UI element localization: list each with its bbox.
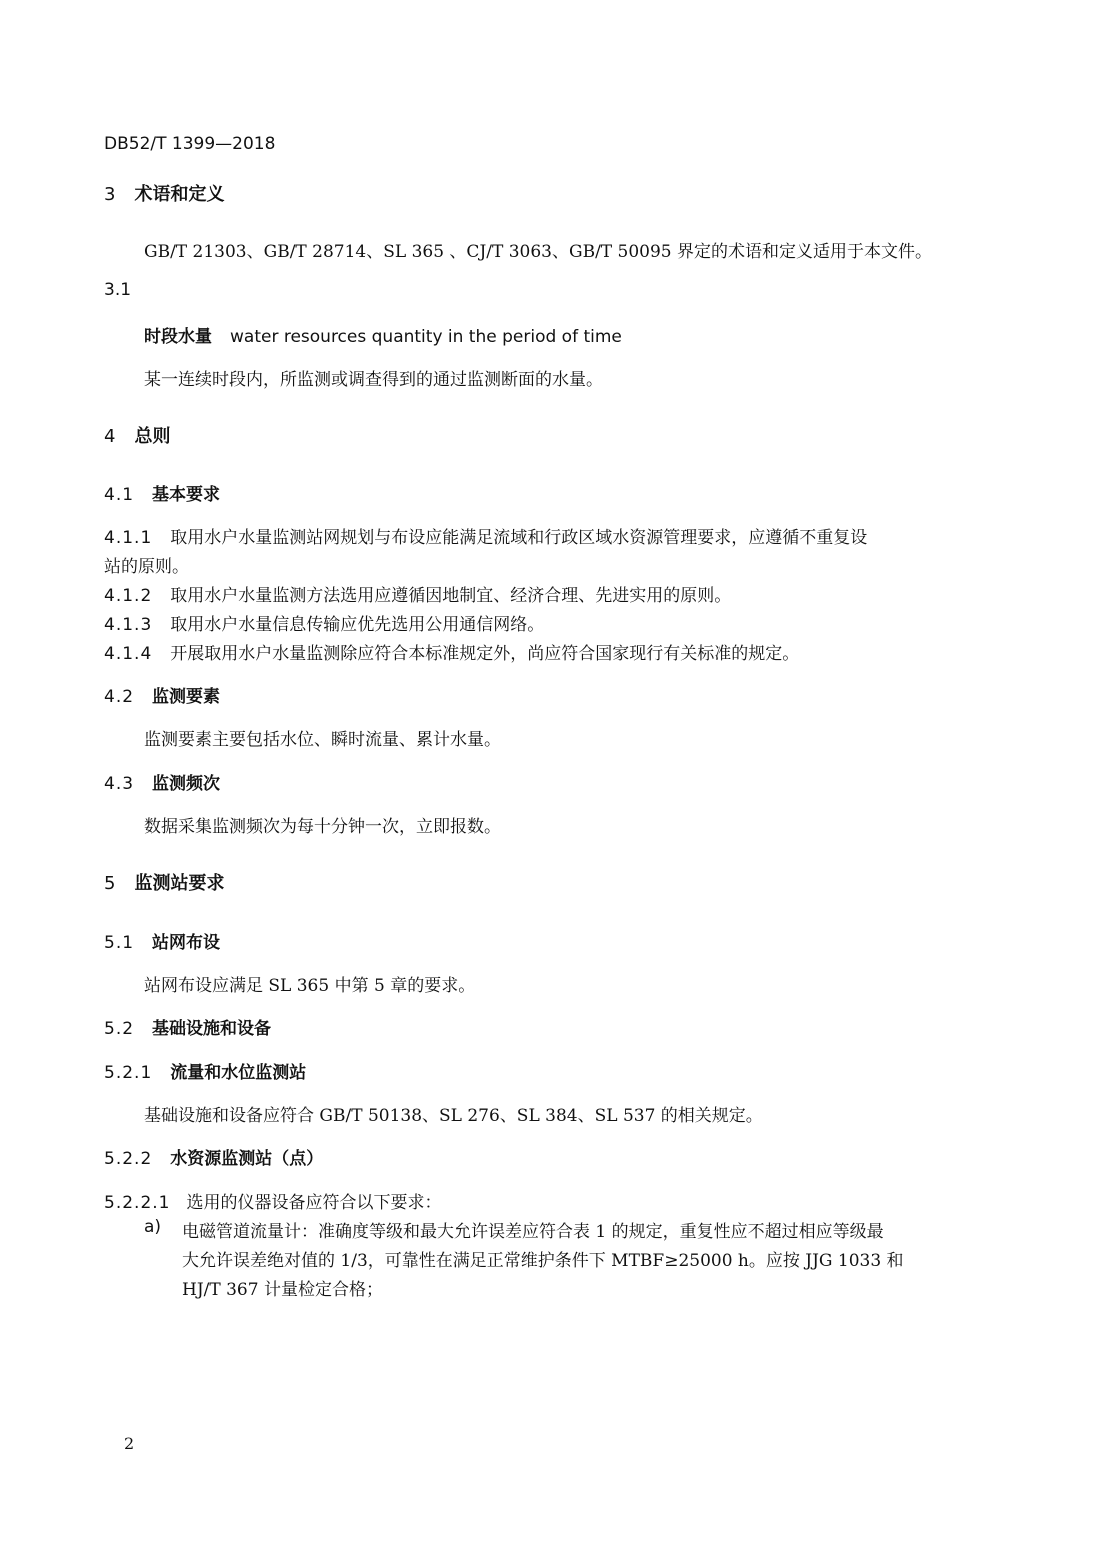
section-5-1-text: 站网布设应满足 SL 365 中第 5 章的要求。	[144, 976, 476, 996]
document-code: DB52/T 1399—2018	[104, 134, 276, 154]
section-number: 5.1	[104, 933, 135, 953]
section-4-1-heading	[104, 480, 220, 505]
section-title: 术语和定义	[134, 184, 225, 205]
list-item-line-2: 大允许误差绝对值的 1/3，可靠性在满足正常维护条件下 MTBF≥25000 h。应按 JJG 1033 和	[182, 1251, 904, 1271]
section-4-3-heading	[104, 769, 220, 794]
section-number: 4.3	[104, 774, 135, 794]
term-title	[144, 322, 622, 347]
section-title: 监测频次	[152, 774, 221, 794]
term-number: 3.1	[104, 280, 132, 300]
clause-number: 5.2.2.1	[104, 1193, 171, 1213]
clause-text: 开展取用水户水量监测除应符合本标准规定外，尚应符合国家现行有关标准的规定。	[170, 644, 800, 664]
clause-text: 取用水户水量信息传输应优先选用公用通信网络。	[170, 615, 545, 635]
section-5-2-1-heading	[104, 1058, 306, 1083]
section-number: 4.2	[104, 687, 135, 707]
section-4-heading	[104, 422, 170, 448]
section-3-intro: GB/T 21303、GB/T 28714、SL 365 、CJ/T 3063、GB/T 50095 界定的术语和定义适用于本文件。	[144, 242, 933, 262]
clause-number: 4.1.3	[104, 615, 153, 635]
clause-number: 4.1.1	[104, 528, 153, 548]
section-number: 5.2.2	[104, 1149, 153, 1169]
list-item-line-3: HJ/T 367 计量检定合格；	[182, 1280, 383, 1300]
clause-number: 4.1.2	[104, 586, 153, 606]
section-title: 监测要素	[152, 687, 221, 707]
term-chinese: 时段水量	[144, 327, 212, 347]
section-number: 5.2	[104, 1019, 135, 1039]
clause-4-1-4	[104, 639, 799, 664]
section-number: 5.2.1	[104, 1063, 153, 1083]
term-english: water resources quantity in the period of time	[230, 327, 622, 347]
section-5-2-2-heading	[104, 1144, 323, 1169]
section-number: 4	[104, 426, 117, 447]
section-4-2-heading	[104, 682, 220, 707]
section-title: 水资源监测站（点）	[170, 1149, 324, 1169]
clause-text: 取用水户水量监测方法选用应遵循因地制宜、经济合理、先进实用的原则。	[170, 586, 732, 606]
section-number: 3	[104, 184, 117, 205]
clause-4-1-1	[104, 523, 867, 548]
clause-5-2-2-1	[104, 1188, 441, 1213]
section-number: 4.1	[104, 485, 135, 505]
list-item-line-1: 电磁管道流量计：准确度等级和最大允许误差应符合表 1 的规定，重复性应不超过相应等级最	[182, 1222, 884, 1242]
clause-4-1-2	[104, 581, 731, 606]
page-number: 2	[124, 1434, 135, 1453]
section-title: 基础设施和设备	[152, 1019, 272, 1039]
clause-4-1-1-continued: 站的原则。	[104, 557, 189, 577]
clause-number: 4.1.4	[104, 644, 153, 664]
list-item-label: a)	[144, 1217, 162, 1237]
section-title: 基本要求	[152, 485, 221, 505]
section-5-1-heading	[104, 928, 220, 953]
section-number: 5	[104, 873, 117, 894]
section-5-heading	[104, 869, 224, 895]
section-4-3-text: 数据采集监测频次为每十分钟一次，立即报数。	[144, 817, 501, 837]
section-3-heading	[104, 180, 224, 206]
term-definition: 某一连续时段内，所监测或调查得到的通过监测断面的水量。	[144, 370, 603, 390]
section-5-2-1-text: 基础设施和设备应符合 GB/T 50138、SL 276、SL 384、SL 537 的相关规定。	[144, 1106, 763, 1126]
section-title: 流量和水位监测站	[170, 1063, 307, 1083]
section-5-2-heading	[104, 1014, 271, 1039]
section-title: 监测站要求	[134, 873, 225, 894]
clause-4-1-3	[104, 610, 544, 635]
clause-text: 选用的仪器设备应符合以下要求：	[186, 1193, 442, 1213]
section-title: 总则	[134, 426, 171, 447]
clause-text: 取用水户水量监测站网规划与布设应能满足流域和行政区域水资源管理要求，应遵循不重复设	[170, 528, 868, 548]
section-4-2-text: 监测要素主要包括水位、瞬时流量、累计水量。	[144, 730, 501, 750]
section-title: 站网布设	[152, 933, 221, 953]
